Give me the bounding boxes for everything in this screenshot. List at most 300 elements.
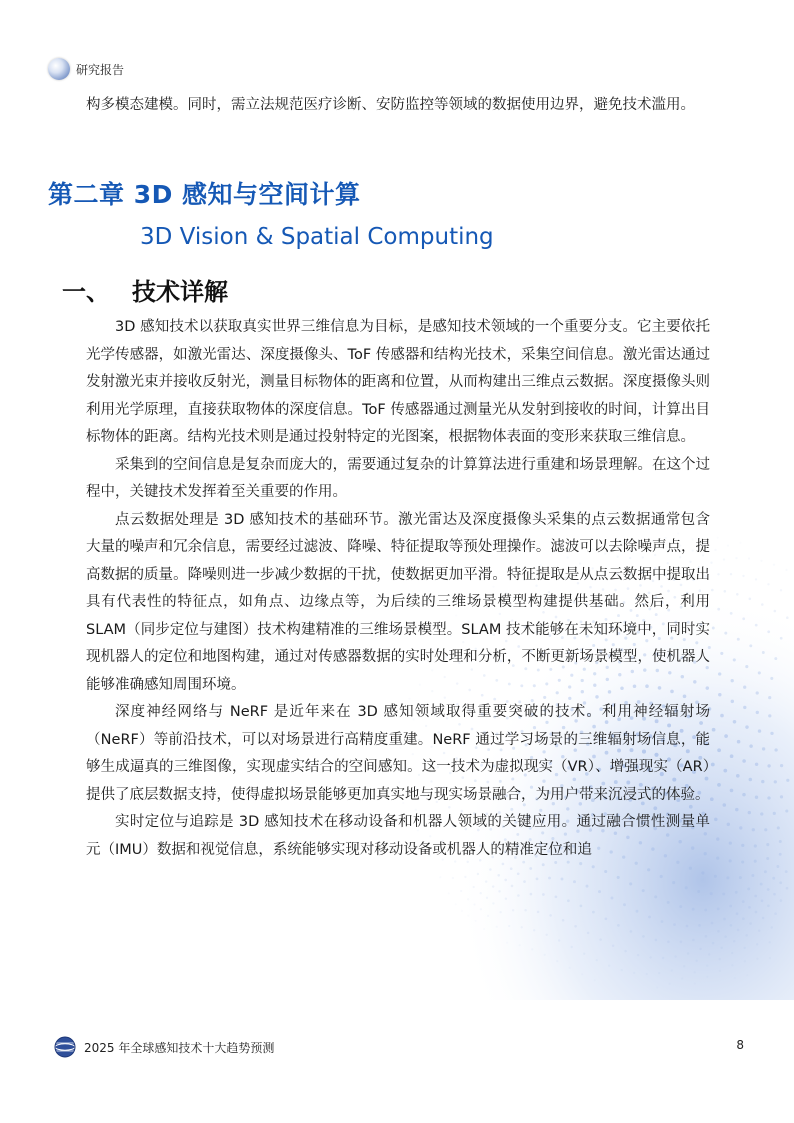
wave-dot <box>452 877 454 879</box>
wave-dot <box>742 759 746 763</box>
wave-dot <box>762 747 765 750</box>
wave-dot <box>571 946 573 948</box>
wave-dot <box>674 955 676 957</box>
wave-dot <box>710 892 713 895</box>
wave-dot <box>529 867 532 870</box>
wave-dot <box>667 901 670 904</box>
wave-dot <box>717 908 720 911</box>
wave-dot <box>733 658 736 661</box>
wave-dot <box>720 947 722 949</box>
wave-dot <box>531 948 533 950</box>
wave-dot <box>556 960 558 962</box>
wave-dot <box>480 908 482 910</box>
wave-dot <box>460 890 462 892</box>
wave-dot <box>729 859 732 862</box>
wave-dot <box>774 912 777 915</box>
footer-title: 2025 年全球感知技术十大趋势预测 <box>84 1040 275 1055</box>
wave-dot <box>549 914 552 917</box>
wave-dot <box>756 943 758 945</box>
wave-dot <box>646 973 648 975</box>
wave-dot <box>756 711 759 714</box>
wave-dot <box>736 912 739 915</box>
wave-dot <box>636 910 639 913</box>
wave-dot <box>754 895 757 898</box>
header-label: 研究报告 <box>76 62 125 77</box>
wave-dot <box>689 867 692 870</box>
wave-dot <box>679 905 682 908</box>
wave-dot <box>673 923 676 926</box>
wave-dot <box>523 880 526 883</box>
wave-dot <box>785 569 787 571</box>
wave-dot <box>555 895 558 898</box>
wave-dot <box>769 941 771 943</box>
wave-dot <box>492 902 494 904</box>
wave-dot <box>777 826 780 829</box>
wave-dot <box>696 960 698 962</box>
wave-dot <box>511 885 514 888</box>
wave-dot <box>517 894 520 897</box>
wave-dot <box>780 764 783 767</box>
wave-dot <box>780 637 783 640</box>
wave-dot <box>661 920 664 923</box>
wave-dot <box>730 789 734 793</box>
wave-dot <box>737 929 740 932</box>
body-text <box>86 314 710 864</box>
wave-dot <box>714 818 718 822</box>
page-footer <box>54 1036 744 1058</box>
wave-dot <box>612 945 614 947</box>
wave-dot <box>767 904 770 907</box>
wave-dot <box>743 706 746 709</box>
wave-dot <box>731 700 734 703</box>
wave-dot <box>637 954 639 956</box>
wave-dot <box>755 578 757 580</box>
wave-dot <box>718 672 721 675</box>
wave-dot <box>786 887 789 890</box>
wave-dot <box>546 934 548 936</box>
wave-dot <box>774 657 777 660</box>
wave-dot <box>731 964 733 966</box>
wave-dot <box>687 952 689 954</box>
wave-dot <box>767 630 770 633</box>
wave-dot <box>724 632 727 635</box>
wave-dot <box>455 903 457 905</box>
wave-dot <box>731 952 733 954</box>
wave-dot <box>533 929 535 931</box>
wave-dot <box>752 828 755 831</box>
wave-dot <box>599 938 602 941</box>
wave-dot <box>770 677 773 680</box>
wave-dot <box>762 917 765 920</box>
wave-dot <box>704 909 707 912</box>
wave-dot <box>706 976 708 978</box>
paragraph: 3D 感知技术以获取真实世界三维信息为目标，是感知技术领域的一个重要分支。它主要依托光学传感器，如激光雷达、深度摄像头、ToF 传感器和结构光技术，采集空间信息。激光雷达通过发射激光束并接收反射光，测量目标物体的距离和位置，从而构建出三维点云数据。深度摄像头则利用光学原理，直接获取物体的深度信息。ToF 传感器通过测量光从发射到接收的时间，计算出目标物体的距离。结构光技术则是通过投射特定的光图案，根据物体表面的变形来获取三维信息。 <box>86 319 710 445</box>
chapter-subtitle: 3D Vision & Spatial Computing <box>140 224 494 250</box>
wave-dot <box>573 880 576 883</box>
wave-dot <box>617 924 620 927</box>
wave-dot <box>756 958 758 960</box>
wave-dot <box>723 558 725 560</box>
wave-dot <box>767 764 770 767</box>
wave-dot <box>624 950 626 952</box>
wave-dot <box>483 928 485 930</box>
wave-dot <box>755 911 758 914</box>
wave-dot <box>711 763 715 767</box>
wave-dot <box>768 696 771 699</box>
wave-dot <box>724 935 727 938</box>
wave-dot <box>512 909 514 911</box>
wave-dot <box>633 972 635 974</box>
wave-dot <box>583 953 585 955</box>
wave-dot <box>723 918 726 921</box>
wave-dot <box>686 925 689 928</box>
wave-dot <box>448 892 450 894</box>
wave-dot <box>774 780 777 783</box>
wave-dot <box>744 960 746 962</box>
wave-dot <box>548 877 551 880</box>
wave-dot <box>742 575 744 577</box>
wave-dot <box>754 860 757 863</box>
wave-dot <box>608 965 610 967</box>
wave-dot <box>774 748 777 751</box>
wave-dot <box>767 888 770 891</box>
wave-dot <box>724 590 727 593</box>
wave-dot <box>581 973 583 975</box>
wave-dot <box>780 795 783 798</box>
wave-dot <box>647 868 650 871</box>
wave-dot <box>680 941 683 944</box>
wave-dot <box>735 557 737 559</box>
wave-dot <box>508 925 510 927</box>
wave-dot <box>655 939 658 942</box>
wave-dot <box>730 754 734 758</box>
wave-dot <box>729 905 732 908</box>
wave-dot <box>667 941 670 944</box>
wave-dot <box>731 679 734 682</box>
wave-dot <box>699 948 701 950</box>
wave-dot <box>733 720 737 724</box>
wave-dot <box>714 549 716 551</box>
wave-dot <box>642 889 645 892</box>
wave-dot <box>724 734 728 738</box>
wave-dot <box>712 728 716 732</box>
wave-dot <box>742 917 745 920</box>
wave-dot <box>717 748 721 752</box>
wave-dot <box>745 934 747 936</box>
wave-dot <box>489 868 492 871</box>
wave-dot <box>705 935 708 938</box>
wave-dot <box>685 886 688 889</box>
wave-dot <box>772 877 775 880</box>
wave-dot <box>714 875 717 878</box>
wave-dot <box>524 909 526 911</box>
wave-dot <box>587 932 590 935</box>
wave-dot <box>779 853 782 856</box>
wave-dot <box>742 617 745 620</box>
paragraph: 点云数据处理是 3D 感知技术的基础环节。激光雷达及深度摄像头采集的点云数据通常包含大量的噪声和冗余信息，需要经过滤波、降噪、特征提取等预处理操作。滤波可以去除噪声点，提高数据的质量。降噪则进一步减少数据的干扰，使数据更加平滑。特征提取是从点云数据中提取出具有代表性的特征点，如角点、边缘点等，为后续的三维场景模型构建提供基础。然后，利用 SLAM（同步定位与建图）技术构建精准的三维场景模型。SLAM 技术能够在未知环境中，同时实现机器人的定位和地图构建，通过对传感器数据的实时处理和分析，不断更新场景模型，使机器人能够准确感知周围环境。 <box>86 511 710 693</box>
wave-dot <box>562 919 565 922</box>
wave-dot <box>669 983 671 985</box>
wave-dot <box>697 890 700 893</box>
wave-dot <box>754 844 757 847</box>
wave-dot <box>717 783 721 787</box>
wave-dot <box>722 892 725 895</box>
wave-dot <box>592 865 595 868</box>
wave-dot <box>681 977 683 979</box>
wave-dot <box>735 891 738 894</box>
wave-dot <box>736 593 739 596</box>
wave-dot <box>683 965 685 967</box>
wave-dot <box>768 714 771 717</box>
wave-dot <box>629 882 632 885</box>
wave-dot <box>749 922 752 925</box>
section-title: 技术详解 <box>132 278 228 306</box>
wave-dot <box>734 977 736 979</box>
wave-dot <box>730 573 732 575</box>
wave-dot <box>767 583 769 585</box>
intro-paragraph: 构多模态建模。同时，需立法规范医疗诊断、安防监控等领域的数据使用边界，避免技术滥用。 <box>86 97 695 113</box>
wave-dot <box>770 732 773 735</box>
wave-dot <box>769 957 771 959</box>
wave-dot <box>745 725 748 728</box>
wave-dot <box>727 545 729 547</box>
wave-dot <box>521 926 523 928</box>
wave-dot <box>742 793 746 797</box>
wave-dot <box>770 926 772 928</box>
wave-dot <box>473 886 475 888</box>
paragraph: 采集到的空间信息是复杂而庞大的，需要通过复杂的计算算法进行重建和场景理解。在这个过程中，关键技术发挥着至关重要的作用。 <box>86 456 710 500</box>
wave-dot <box>537 911 540 914</box>
wave-dot <box>760 883 763 886</box>
wave-dot <box>737 740 741 744</box>
wave-dot <box>497 874 500 877</box>
wave-dot <box>760 812 763 815</box>
wave-dot <box>749 644 752 647</box>
wave-dot <box>477 873 479 875</box>
wave-dot <box>604 870 607 873</box>
wave-dot <box>786 779 789 782</box>
wave-dot <box>660 875 663 878</box>
wave-dot <box>487 915 489 917</box>
wave-dot <box>712 627 715 630</box>
wave-dot <box>574 925 577 928</box>
wave-dot <box>749 598 752 601</box>
wave-dot <box>596 959 598 961</box>
paragraph: 实时定位与追踪是 3D 感知技术在移动设备和机器人领域的关键应用。通过融合惯性测量单元（IMU）数据和视觉信息，系统能够实现对移动设备或机器人的精准定位和追 <box>86 814 710 858</box>
wave-dot <box>743 686 746 689</box>
wave-dot <box>717 573 719 575</box>
wave-dot <box>504 879 507 882</box>
wave-dot <box>758 929 760 931</box>
wave-dot <box>530 893 533 896</box>
wave-dot <box>569 967 571 969</box>
chapter-title: 第二章 3D 感知与空间计算 <box>48 180 361 209</box>
wave-dot <box>464 876 466 878</box>
wave-dot <box>662 957 664 959</box>
wave-dot <box>592 911 595 914</box>
wave-dot <box>630 930 633 933</box>
wave-dot <box>658 972 660 974</box>
wave-dot <box>623 903 626 906</box>
wave-dot <box>701 871 704 874</box>
wave-dot <box>654 895 657 898</box>
wave-dot <box>720 652 723 655</box>
paragraph: 深度神经网络与 NeRF 是近年来在 3D 感知领域取得重要突破的技术。利用神经辐射场（NeRF）等前沿技术，可以对场景进行高精度重建。NeRF 通过学习场景的三维辐射场信息，能够生成逼真的三维图像，实现虚实结合的空间感知。这一技术为虚拟现实（VR）、增强现实（AR）提供了底层数据支持，使得虚拟场景能够更加真实地与现实场景融合，为用户带来沉浸式的体验。 <box>86 704 710 803</box>
wave-dot <box>773 812 776 815</box>
wave-dot <box>536 878 539 881</box>
globe-icon <box>54 1036 76 1058</box>
wave-dot <box>773 564 775 566</box>
wave-dot <box>764 828 767 831</box>
wave-dot <box>776 865 779 868</box>
wave-dot <box>748 811 751 814</box>
wave-dot <box>544 954 546 956</box>
wave-dot <box>617 876 620 879</box>
wave-dot <box>761 780 764 783</box>
wave-dot <box>767 796 770 799</box>
wave-dot <box>780 589 782 591</box>
wave-dot <box>785 809 788 812</box>
wave-dot <box>720 714 724 718</box>
wave-dot <box>739 876 742 879</box>
wave-dot <box>710 797 714 801</box>
wave-dot <box>746 974 748 976</box>
wave-dot <box>486 897 488 899</box>
wave-dot <box>762 651 765 654</box>
wave-dot <box>558 939 560 941</box>
wave-dot <box>764 870 767 873</box>
wave-dot <box>621 969 623 971</box>
wave-dot <box>586 885 589 888</box>
wave-dot <box>519 944 521 946</box>
wave-dot <box>594 979 596 981</box>
wave-dot <box>542 893 545 896</box>
wave-dot <box>780 899 783 902</box>
wave-dot <box>773 893 776 896</box>
wave-dot <box>716 856 719 859</box>
wave-dot <box>694 983 696 985</box>
wave-dot <box>605 917 608 920</box>
wave-dot <box>694 971 696 973</box>
wave-dot <box>748 557 750 559</box>
wave-dot <box>719 958 721 960</box>
wave-dot <box>730 612 733 615</box>
wave-dot <box>598 890 601 893</box>
wave-dot <box>717 608 720 611</box>
wave-dot <box>756 691 759 694</box>
wave-dot <box>745 665 748 668</box>
report-logo-icon <box>48 58 70 80</box>
wave-dot <box>710 562 712 564</box>
wave-dot <box>717 537 719 539</box>
wave-dot <box>717 930 720 933</box>
wave-dot <box>751 874 754 877</box>
wave-dot <box>492 885 494 887</box>
wave-dot <box>766 843 769 846</box>
wave-dot <box>649 956 651 958</box>
wave-dot <box>761 603 764 606</box>
wave-dot <box>711 922 714 925</box>
section-number: 一、 <box>62 278 110 306</box>
wave-dot <box>485 880 487 882</box>
wave-dot <box>786 616 789 619</box>
wave-dot <box>712 942 715 945</box>
wave-dot <box>473 903 475 905</box>
wave-dot <box>517 872 520 875</box>
wave-dot <box>758 671 761 674</box>
wave-dot <box>656 986 658 988</box>
wave-dot <box>730 924 733 927</box>
wave-dot <box>716 837 719 840</box>
wave-dot <box>755 796 758 799</box>
wave-dot <box>774 610 777 613</box>
wave-dot <box>744 947 746 949</box>
wave-dot <box>561 878 564 881</box>
wave-dot <box>480 892 482 894</box>
wave-dot <box>439 876 441 878</box>
wave-dot <box>711 589 714 592</box>
wave-dot <box>736 774 740 778</box>
wave-dot <box>723 769 727 773</box>
wave-dot <box>671 969 673 971</box>
wave-dot <box>741 844 744 847</box>
wave-dot <box>727 823 730 826</box>
wave-dot <box>698 924 701 927</box>
intro-block <box>86 92 710 120</box>
wave-dot <box>735 808 738 811</box>
wave-dot <box>692 939 695 942</box>
wave-dot <box>761 899 764 902</box>
wave-dot <box>505 897 507 899</box>
wave-dot <box>580 905 583 908</box>
wave-dot <box>760 560 762 562</box>
wave-dot <box>742 900 745 903</box>
wave-dot <box>510 867 513 870</box>
section-heading <box>62 272 228 307</box>
wave-dot <box>729 841 732 844</box>
wave-dot <box>706 965 708 967</box>
wave-dot <box>672 881 675 884</box>
wave-dot <box>567 899 570 902</box>
wave-dot <box>475 920 477 922</box>
wave-dot <box>726 876 729 879</box>
wave-dot <box>723 803 727 807</box>
wave-dot <box>506 942 508 944</box>
wave-dot <box>611 897 614 900</box>
wave-dot <box>461 910 463 912</box>
wave-dot <box>496 926 498 928</box>
wave-dot <box>499 911 501 913</box>
page-number: 8 <box>736 1038 744 1052</box>
wave-dot <box>739 542 741 544</box>
wave-dot <box>718 693 721 696</box>
wave-dot <box>719 970 721 972</box>
wave-dot <box>747 887 750 890</box>
wave-dot <box>758 729 761 732</box>
wave-dot <box>779 840 782 843</box>
wave-dot <box>779 881 782 884</box>
wave-dot <box>766 857 769 860</box>
wave-dot <box>498 890 500 892</box>
wave-dot <box>692 908 695 911</box>
wave-dot <box>739 826 742 829</box>
wave-dot <box>708 953 710 955</box>
wave-dot <box>642 935 645 938</box>
wave-dot <box>467 898 469 900</box>
wave-dot <box>749 744 753 748</box>
wave-dot <box>733 940 735 942</box>
wave-dot <box>755 624 758 627</box>
